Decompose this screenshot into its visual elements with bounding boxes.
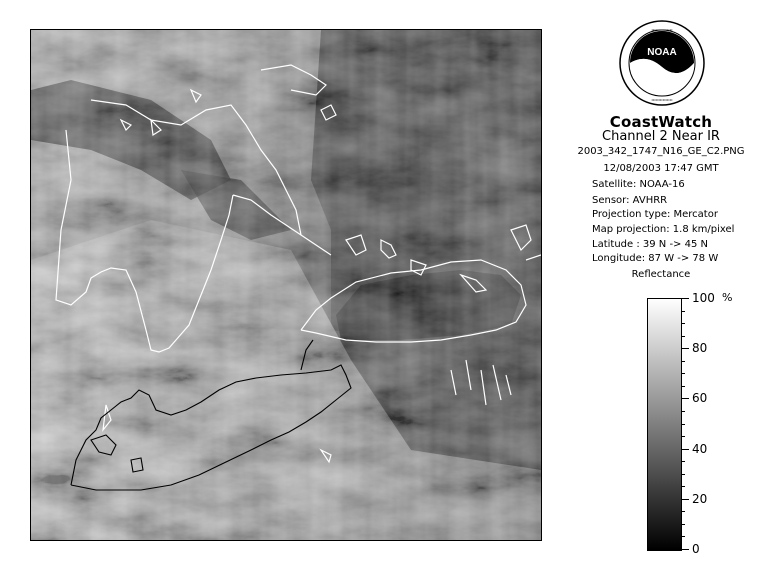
longitude-label: Longitude: 87 W -> 78 W [592,253,719,264]
colorbar-major-tick [681,298,689,299]
colorbar-minor-tick [681,373,685,374]
colorbar [647,298,682,551]
colorbar-tick-label: 60 [692,391,708,405]
sensor-label: Sensor: AVHRR [592,195,668,206]
datetime-label: 12/08/2003 17:47 GMT [603,163,719,174]
colorbar-minor-tick [681,361,685,362]
colorbar-major-tick [681,348,689,349]
colorbar-major-tick [681,499,689,500]
colorbar-tick-label: 100 [692,291,715,305]
satellite-map-svg [31,30,541,540]
colorbar-minor-tick [681,524,685,525]
colorbar-ticks [681,291,761,556]
colorbar-tick-label: 0 [692,542,700,556]
colorbar-major-tick [681,398,689,399]
product-title: CoastWatch [609,113,713,131]
colorbar-minor-tick [681,311,685,312]
svg-text:•••••••••••••••: ••••••••••••••• [651,27,673,32]
colorbar-minor-tick [681,486,685,487]
colorbar-minor-tick [681,474,685,475]
colorbar-tick-label: 40 [692,442,708,456]
colorbar-gradient [648,299,681,550]
colorbar-minor-tick [681,536,685,537]
logo-text: NOAA [647,47,677,58]
colorbar-title: Reflectance [631,269,691,280]
colorbar-minor-tick [681,323,685,324]
colorbar-minor-tick [681,336,685,337]
filename-label: 2003_342_1747_N16_GE_C2.PNG [577,146,745,157]
colorbar-minor-tick [681,461,685,462]
colorbar-unit: % [722,291,733,304]
noaa-logo-icon [618,19,706,107]
latitude-label: Latitude : 39 N -> 45 N [592,239,708,250]
colorbar-major-tick [681,449,689,450]
colorbar-tick-label: 20 [692,492,708,506]
projection-type-label: Projection type: Mercator [592,209,718,220]
colorbar-minor-tick [681,386,685,387]
colorbar-tick-label: 80 [692,341,708,355]
colorbar-minor-tick [681,436,685,437]
svg-text:•••••••••••••••: ••••••••••••••• [651,97,673,102]
colorbar-minor-tick [681,511,685,512]
colorbar-minor-tick [681,411,685,412]
colorbar-major-tick [681,549,689,550]
colorbar-minor-tick [681,424,685,425]
satellite-label: Satellite: NOAA-16 [592,179,685,190]
channel-label: Channel 2 Near IR [602,129,720,144]
satellite-image [30,29,542,541]
map-projection-label: Map projection: 1.8 km/pixel [592,224,735,235]
